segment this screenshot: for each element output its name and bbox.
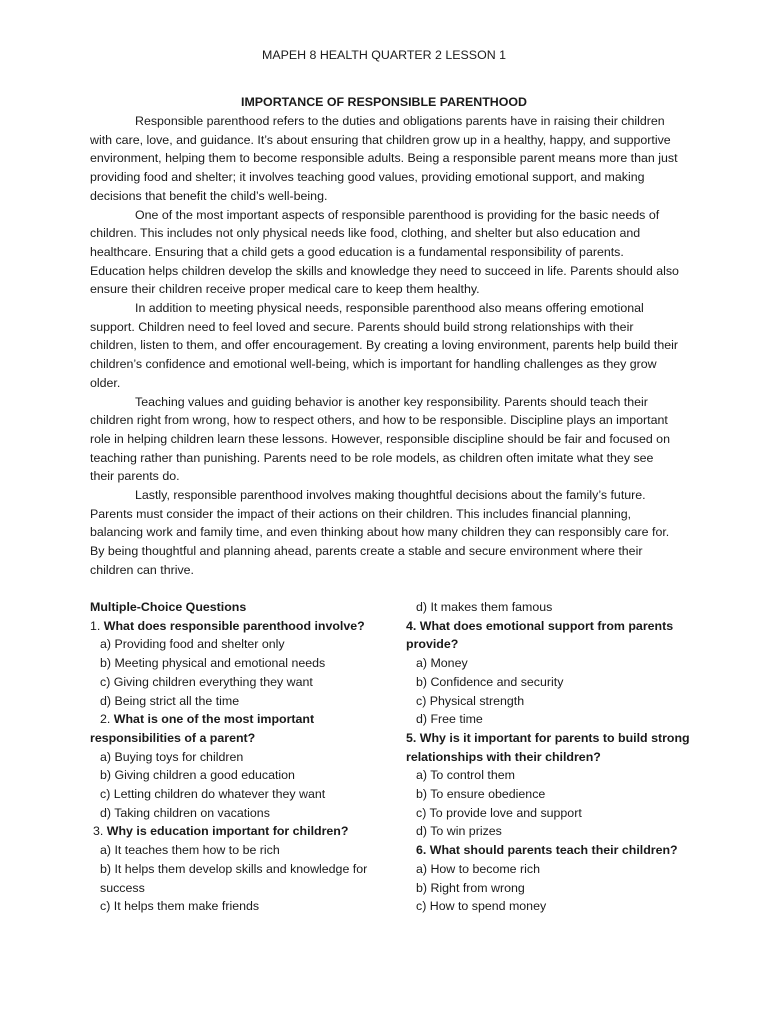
question-text: What is one of the most important responsibilities of a parent? xyxy=(90,712,315,745)
answer-option: d) Free time xyxy=(416,712,483,727)
paragraph: Lastly, responsible parenthood involves making thoughtful decisions about the family’s future. Parents must consider the impact of their actions on their children. This includes financial planning, balancing work and family time, and even thinking about how many children they can responsibly care for. By being thoughtful and planning ahead, parents create a stable and secure environment where their children can thrive. xyxy=(90,488,670,577)
answer-option: d) Taking children on vacations xyxy=(100,805,270,820)
quiz-heading: Multiple-Choice Questions xyxy=(90,600,247,614)
answer-option: c) Physical strength xyxy=(416,693,525,708)
body-text xyxy=(90,112,680,580)
question-number: 1. xyxy=(90,618,101,633)
question-1 xyxy=(90,617,380,636)
paragraph: Responsible parenthood refers to the duties and obligations parents have in raising their children with care, love, and guidance. It’s about ensuring that children grow up in a healthy, happy, and supportive environment, helping them to become responsible adults. Being a responsible parent means more than just providing food and shelter; it involves teaching good values, providing emotional support, and making decisions that benefit the child’s well-being. xyxy=(90,114,678,203)
answer-option: b) Right from wrong xyxy=(416,880,525,895)
answer-option: a) Buying toys for children xyxy=(100,749,244,764)
answer-option: a) It teaches them how to be rich xyxy=(100,843,280,858)
answer-option: a) Money xyxy=(416,656,468,671)
answer-option: c) To provide love and support xyxy=(416,805,582,820)
question-4: 4. What does emotional support from parents provide? xyxy=(406,618,674,652)
document-header: MAPEH 8 HEALTH QUARTER 2 LESSON 1 xyxy=(262,48,506,62)
question-number: 2. xyxy=(100,712,111,727)
answer-option: b) To ensure obedience xyxy=(416,787,546,802)
answer-option: d) To win prizes xyxy=(416,824,502,839)
answer-option: c) How to spend money xyxy=(416,899,547,914)
answer-option: c) Giving children everything they want xyxy=(100,674,313,689)
answer-option: c) Letting children do whatever they want xyxy=(100,787,326,802)
question-number: 3. xyxy=(93,824,104,839)
question-2 xyxy=(90,710,380,747)
paragraph: Teaching values and guiding behavior is another key responsibility. Parents should teach their children right from wrong, how to respect others, and how to be responsible. Discipline plays an important role in helping children learn these lessons. However, responsible discipline should be fair and focused on teaching rather than punishing. Parents need to be role models, as children often imitate what they see their parents do. xyxy=(90,394,670,484)
question-3 xyxy=(90,822,380,841)
answer-option: b) Confidence and security xyxy=(416,674,564,689)
answer-option: d) It makes them famous xyxy=(416,600,553,614)
paragraph: In addition to meeting physical needs, responsible parenthood also means offering emotional support. Children need to feel loved and secure. Parents should build strong relationships with their children, listen to them, and offer encouragement. By creating a loving environment, parents help build their children’s confidence and emotional well-being, which is important for handling challenges as they grow older. xyxy=(90,301,678,390)
quiz-left-column xyxy=(90,598,380,916)
answer-option: b) Meeting physical and emotional needs xyxy=(100,656,326,671)
question-6: 6. What should parents teach their children? xyxy=(416,843,678,858)
answer-option xyxy=(90,860,380,897)
question-5: 5. Why is it important for parents to build strong relationships with their children? xyxy=(406,730,690,764)
answer-option: c) It helps them make friends xyxy=(100,899,260,914)
answer-option-text: b) It helps them develop skills and knowledge for success xyxy=(100,861,368,895)
question-text: What does responsible parenthood involve? xyxy=(103,618,365,633)
document-title: IMPORTANCE OF RESPONSIBLE PARENTHOOD xyxy=(241,95,527,109)
answer-option: d) Being strict all the time xyxy=(100,693,240,708)
answer-option: b) Giving children a good education xyxy=(100,768,295,783)
answer-option: a) To control them xyxy=(416,768,515,783)
answer-option: a) Providing food and shelter only xyxy=(100,637,285,652)
quiz-right-column xyxy=(406,598,696,916)
question-text: Why is education important for children? xyxy=(106,824,349,839)
paragraph: One of the most important aspects of responsible parenthood is providing for the basic needs of children. This includes not only physical needs like food, clothing, and shelter but also education and healthcare. Ensuring that a child gets a good education is a fundamental responsibility of parents. Education helps children develop the skills and knowledge they need to succeed in life. Parents should also ensure their children receive proper medical care to keep them healthy. xyxy=(90,207,679,297)
answer-option: a) How to become rich xyxy=(416,861,540,876)
